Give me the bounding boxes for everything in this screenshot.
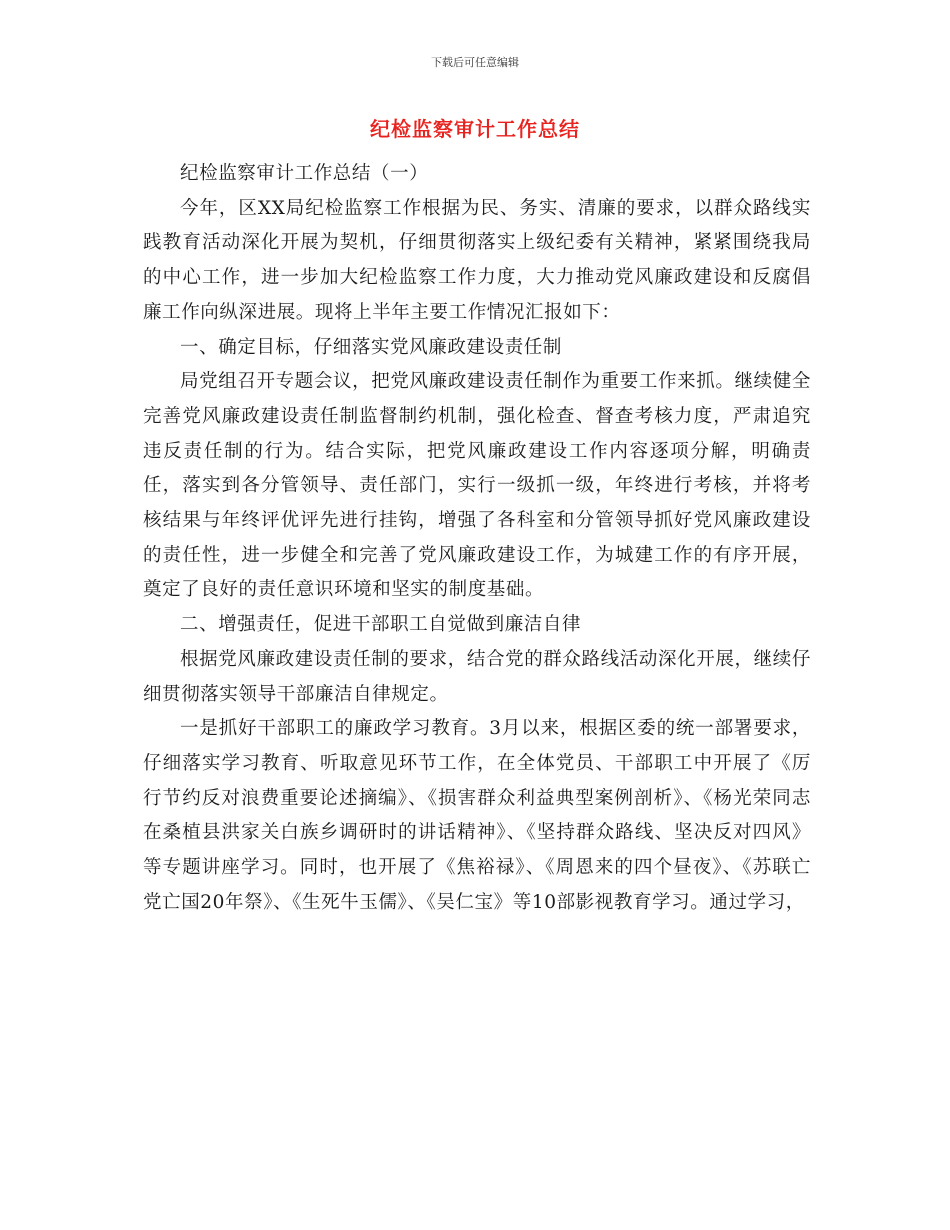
document-title: 纪检监察审计工作总结: [370, 117, 580, 141]
body-paragraph: 一是抓好干部职工的廉政学习教育。3月以来，根据区委的统一部署要求，仔细落实学习教育、听取意见环节工作，在全体党员、干部职工中开展了《厉行节约反对浪费重要论述摘编》、《损害群众利益典型案例剖析》、《杨光荣同志在桑植县洪家关白族乡调研时的讲话精神》、《坚持群众路线、坚决反对四风》等专题讲座学习。同时，也开展了《焦裕禄》、《周恩来的四个昼夜》、《苏联亡党亡国20年祭》、《生死牛玉儒》、《吴仁宝》等10部影视教育学习。通过学习，: [143, 718, 811, 913]
body-paragraph: 根据党风廉政建设责任制的要求，结合党的群众路线活动深化开展，继续仔细贯彻落实领导干部廉洁自律规定。: [143, 648, 811, 705]
section-heading-2: 二、增强责任，促进干部职工自觉做到廉洁自律: [180, 614, 582, 636]
section-heading-1: 一、确定目标，仔细落实党风廉政建设责任制: [180, 336, 563, 358]
section-subtitle: 纪检监察审计工作总结（一）: [180, 163, 429, 184]
intro-paragraph: 今年，区XX局纪检监察工作根据为民、务实、清廉的要求，以群众路线实践教育活动深化开展为契机，仔细贯彻落实上级纪委有关精神，紧紧围绕我局的中心工作，进一步加大纪检监察工作力度，大力推动党风廉政建设和反腐倡廉工作向纵深进展。现将上半年主要工作情况汇报如下：: [143, 197, 811, 323]
document-body: [143, 157, 811, 920]
body-paragraph: 局党组召开专题会议，把党风廉政建设责任制作为重要工作来抓。继续健全完善党风廉政建设责任制监督制约机制，强化检查、督查考核力度，严肃追究违反责任制的行为。结合实际，把党风廉政建设工作内容逐项分解，明确责任，落实到各分管领导、责任部门，实行一级抓一级，年终进行考核，并将考核结果与年终评优评先进行挂钩，增强了各科室和分管领导抓好党风廉政建设的责任性，进一步健全和完善了党风廉政建设工作，为城建工作的有序开展，奠定了良好的责任意识环境和坚实的制度基础。: [143, 371, 811, 601]
header-note: 下载后可任意编辑: [431, 56, 519, 69]
